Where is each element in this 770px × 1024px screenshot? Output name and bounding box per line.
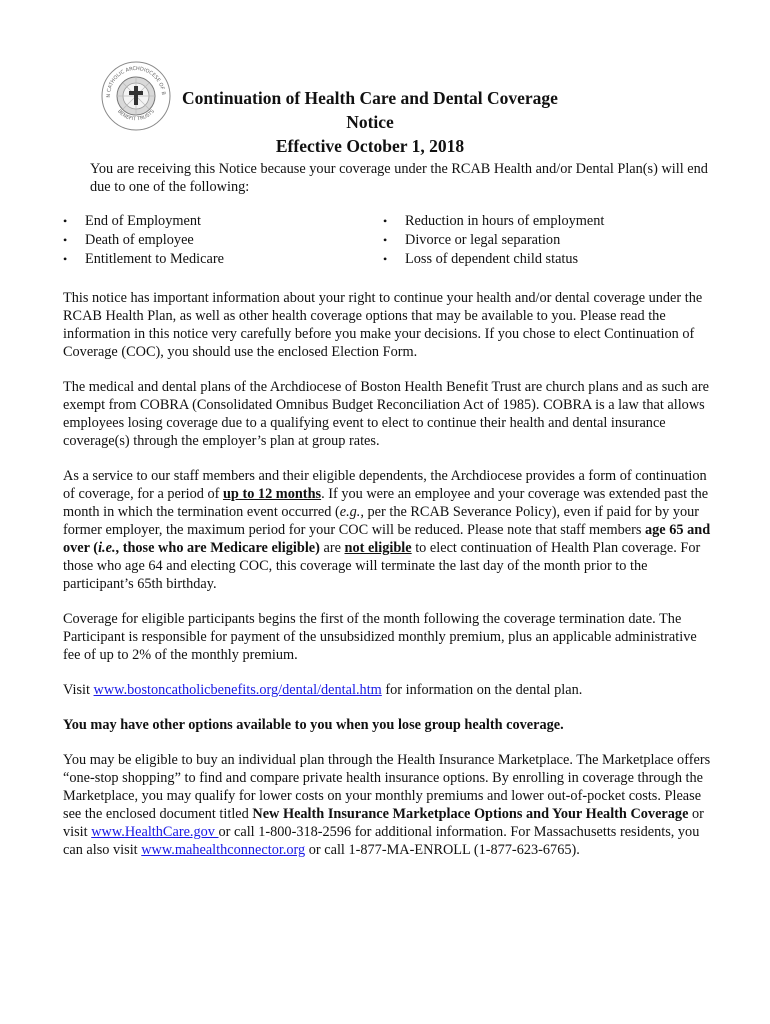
notice-body: [63, 160, 713, 859]
effective-date: Effective October 1, 2018: [275, 136, 465, 156]
cobra-exemption-paragraph: The medical and dental plans of the Archdiocese of Boston Health Benefit Trust are church plans and as such are exempt from COBRA (Consolidated Omnibus Budget Reconciliation Act of 1985). COBRA is a law that allows employees losing coverage due to a qualifying event to elect to continue their health and dental insurance coverage(s) through the employer’s plan at group rates.: [63, 379, 709, 449]
list-item: • Death of employee: [63, 231, 383, 250]
intro-paragraph: You are receiving this Notice because your coverage under the RCAB Health and/or Dental Plan(s) will end due to one of the following:: [90, 161, 708, 195]
list-item: • Reduction in hours of employment: [383, 212, 604, 231]
events-right-column: [383, 212, 604, 269]
rights-paragraph: This notice has important information about your right to continue your health and/or dental coverage under the RCAB Health Plan, as well as other health coverage options that may be available to you. Please read the information in this notice very carefully before you make your decisions. If you chose to elect Continuation of Coverage (COC), you should use the enclosed Election Form.: [63, 290, 703, 360]
events-left-column: [63, 212, 383, 269]
list-item: • Loss of dependent child status: [383, 250, 604, 269]
coverage-start-paragraph: Coverage for eligible participants begins the first of the month following the coverage termination date. The Participant is responsible for payment of the unsubsidized monthly premium, plus an applicable administrative fee of up to 2% of the monthly premium.: [63, 611, 697, 663]
other-options-heading: You may have other options available to you when you lose group health coverage.: [63, 717, 564, 733]
list-item: • End of Employment: [63, 212, 383, 231]
not-eligible-emphasis: not eligible: [344, 540, 412, 556]
mahealthconnector-link[interactable]: www.mahealthconnector.org: [141, 842, 306, 858]
svg-text:ROMAN CATHOLIC ARCHDIOCESE OF: N CATHOLIC ARCHDIOCESE OF B: [105, 65, 167, 98]
coc-eligibility-paragraph: As a service to our staff members and their eligible dependents, the Archdiocese provides a form of continuation of coverage, for a period of up to 12 months. If you were an employee and your coverage was extended past the month in which the termination event occurred (e.g., per the RCAB Severance Policy), even if paid for by your former employer, the maximum period for your COC will be reduced. Please note that staff members age 65 and over (i.e., those who are Medicare eligible) are not eligible to elect continuation of Health Plan coverage. For those who age 64 and electing COC, this coverage will terminate the last day of the month prior to the participant’s 65th birthday.: [63, 468, 711, 592]
notice-header: [170, 86, 570, 158]
healthcare-gov-link[interactable]: www.HealthCare.gov: [91, 824, 219, 840]
dental-plan-link[interactable]: www.bostoncatholicbenefits.org/dental/dental.htm: [93, 682, 382, 698]
coc-duration-emphasis: up to 12 months: [222, 486, 322, 502]
marketplace-paragraph: You may be eligible to buy an individual plan through the Health Insurance Marketplace. The Marketplace offers “one-stop shopping” to find and compare private health insurance options. By enrolling in coverage through the Marketplace, you may qualify for lower costs on your monthly premiums and lower out-of-pocket costs. Please see the enclosed document titled New Health Insurance Marketplace Options and Your Health Coverage or visit www.HealthCare.gov or call 1-800-318-2596 for additional information. For Massachusetts residents, you can also visit www.mahealthconnector.org or call 1-877-MA-ENROLL (1-877-623-6765).: [63, 752, 711, 858]
list-item: • Entitlement to Medicare: [63, 250, 383, 269]
dental-plan-paragraph: Visit www.bostoncatholicbenefits.org/dental/dental.htm for information on the dental plan.: [63, 682, 583, 698]
list-item: • Divorce or legal separation: [383, 231, 604, 250]
notice-title: Continuation of Health Care and Dental Coverage Notice: [182, 88, 558, 132]
archdiocese-seal-logo: [100, 60, 172, 132]
svg-text:BENEFIT TRUSTS: BENEFIT TRUSTS: [116, 108, 156, 123]
qualifying-events-list: [63, 212, 713, 269]
